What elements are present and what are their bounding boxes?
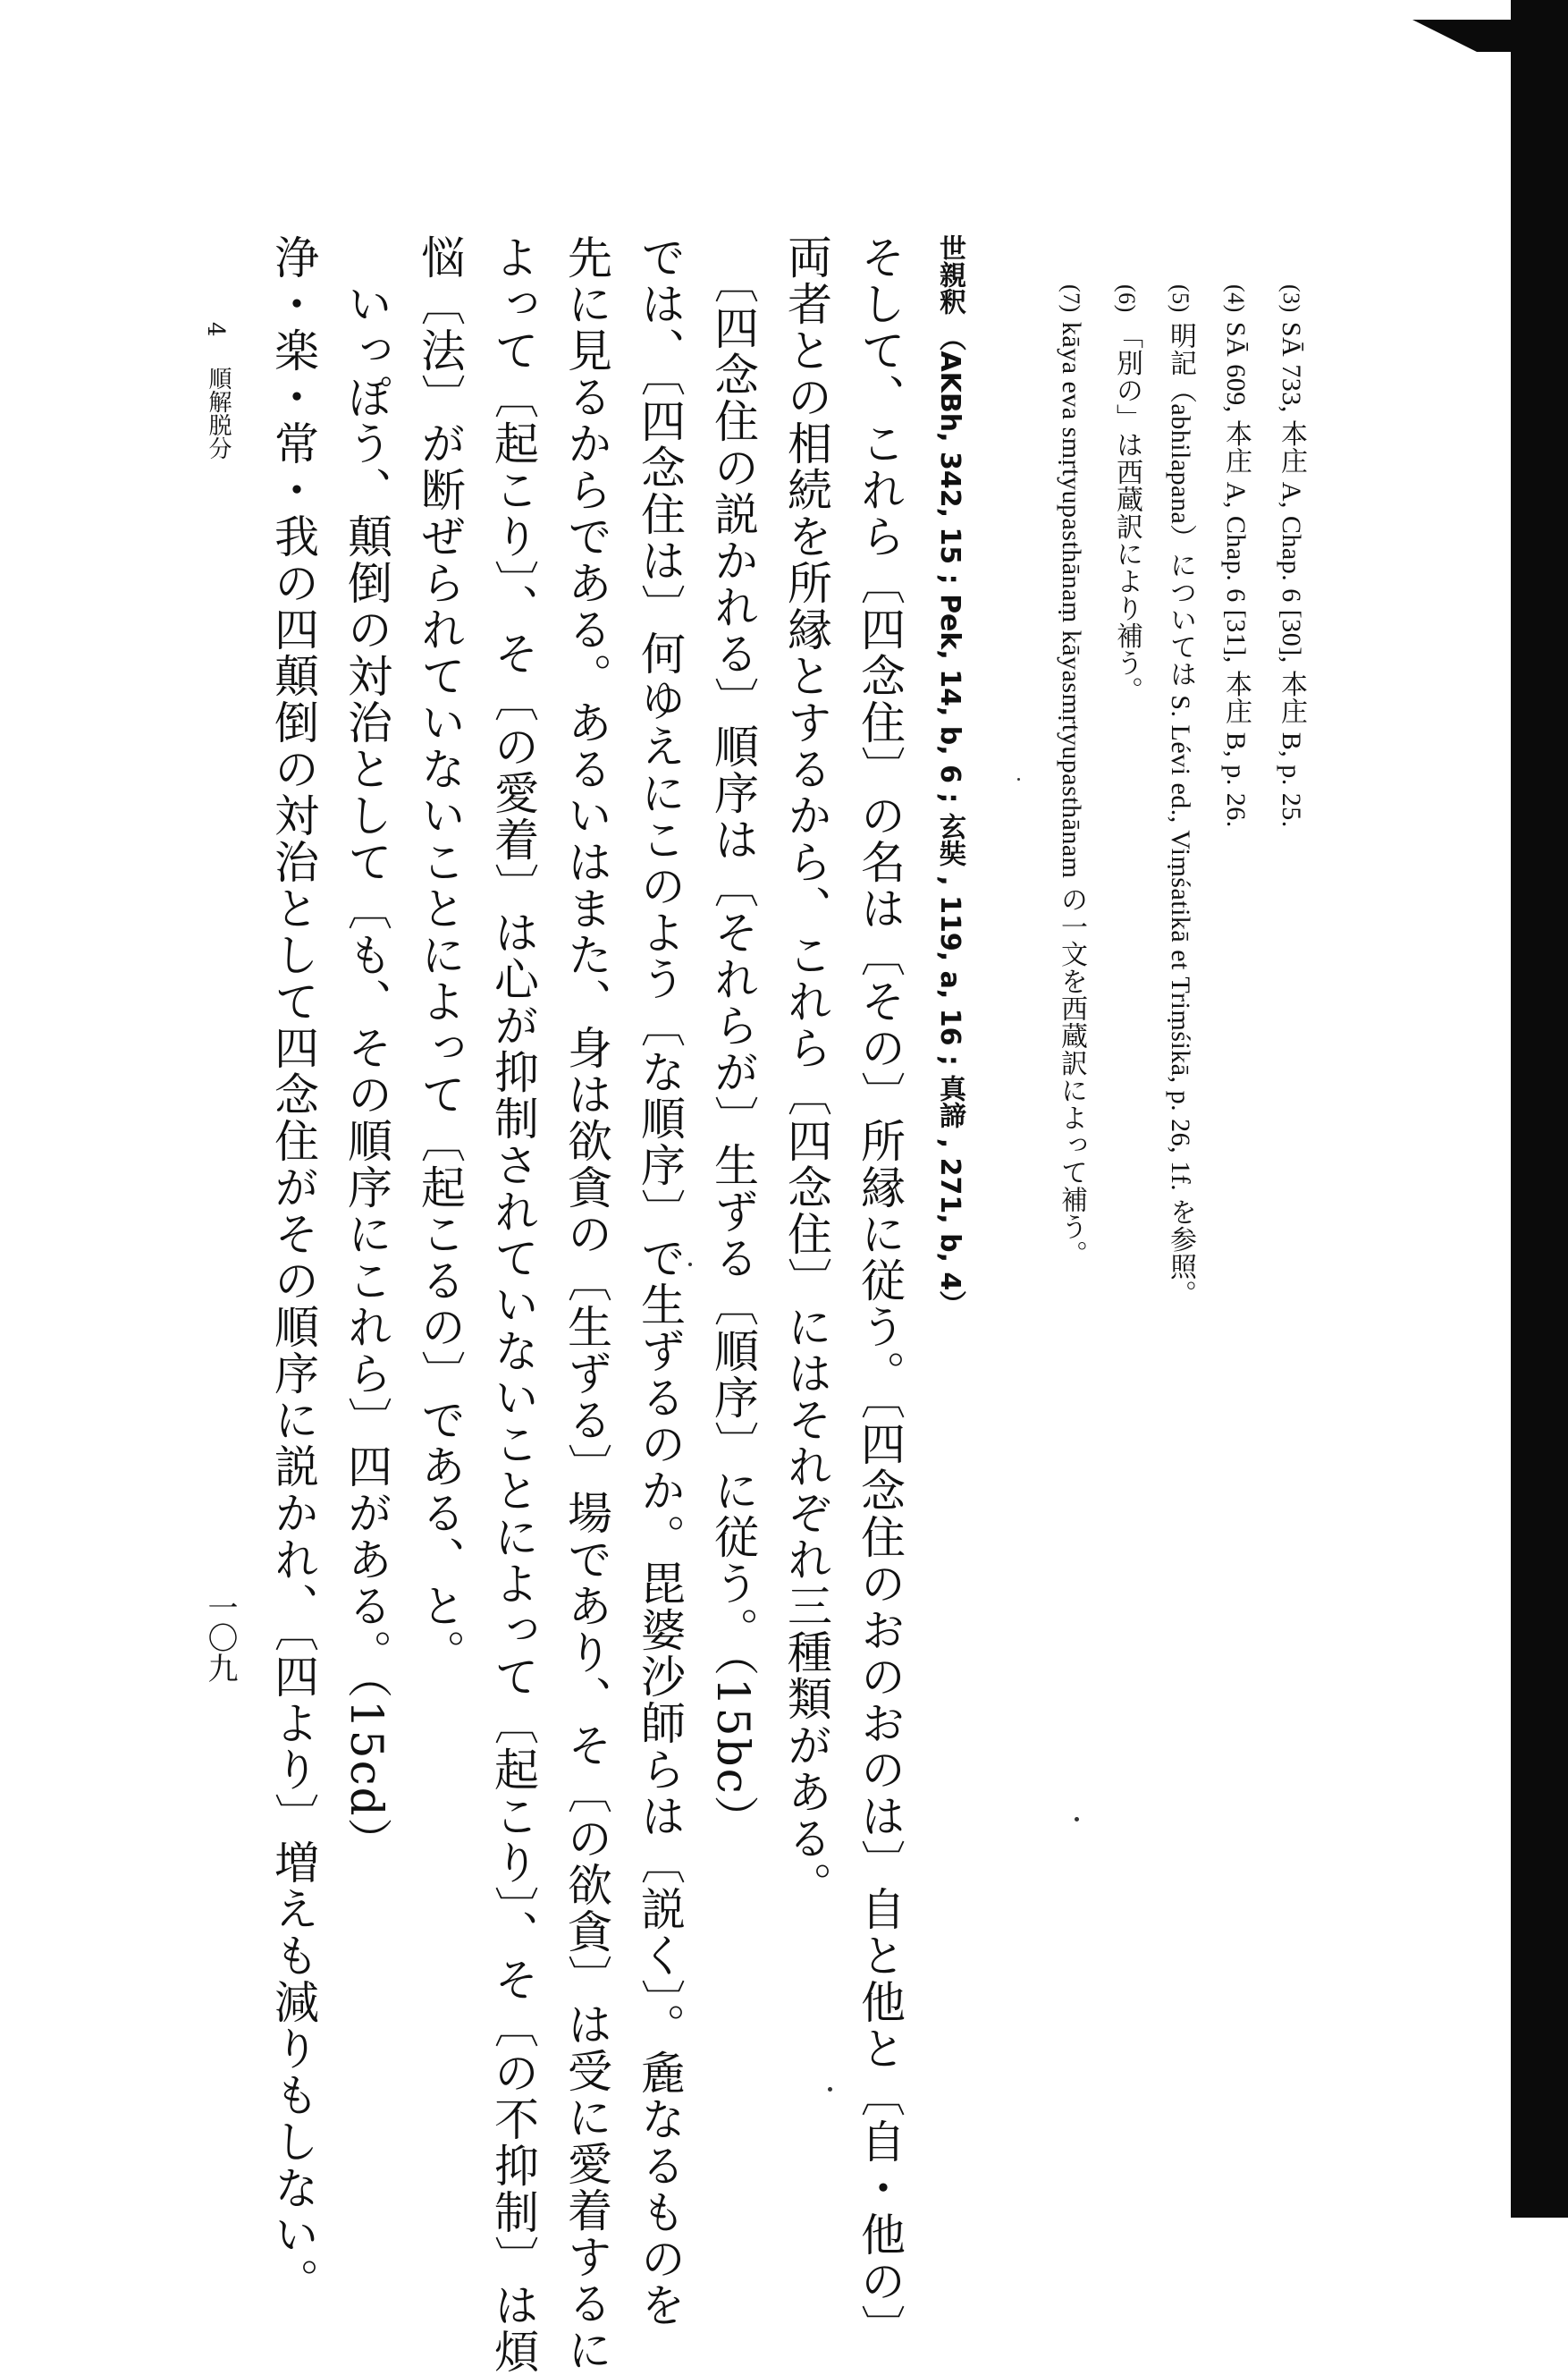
body-line: よって〔起こり〕、そ〔の愛着〕は心が抑制されていないことによって〔起こり〕、そ〔の不抑制〕は煩 xyxy=(487,234,539,2375)
body-line: 先に見るからである。あるいはまた、身は欲貪の〔生ずる〕場であり、そ〔の欲貪〕は受に愛着するに xyxy=(561,234,612,2373)
footnote-number: (4) xyxy=(1223,284,1249,313)
page-number: 一〇九 xyxy=(202,1592,238,1683)
body-line: では、〔四念住は〕何ゆえにこのよう〔な順序〕で生ずるのか。毘婆沙師らは〔説く〕。麁なるものを xyxy=(634,234,686,2329)
scan-speck xyxy=(1017,778,1020,781)
footnote-number: (7) xyxy=(1058,284,1084,313)
running-footer xyxy=(202,322,229,337)
body-line: そして、これら〔四念住〕の名は〔その〕所縁に従う。〔四念住のおのおのは〕自と他と〔自・他の〕 xyxy=(854,234,906,2351)
footer-section-number: 4 xyxy=(202,322,229,337)
footnote-3 xyxy=(1271,284,1311,828)
footnote-number: (6) xyxy=(1114,284,1140,313)
body-line: 悩〔法〕が断ぜられていないことによって〔起こるの〕である、と。 xyxy=(414,234,466,1676)
footnote-text: kāya eva smṛtyupasthānaṃ kāyasmṛtyupasthānam の一文を西蔵訳によって補う。 xyxy=(1057,321,1086,1268)
footnote-6 xyxy=(1107,284,1146,704)
footnote-5 xyxy=(1160,284,1200,1307)
footnote-text: SĀ 609, 本庄 A, Chap. 6 [31], 本庄 B, p. 26. xyxy=(1221,321,1251,828)
running-footer-title xyxy=(202,367,235,460)
page-corner-shadow xyxy=(1412,20,1520,52)
footnote-text: 明記（abhilapana）については S. Lévi ed., Viṃśatikā et Triṃśikā, p. 26, 1f. を参照。 xyxy=(1166,321,1195,1308)
body-line: 両者との相続を所縁とするから、これら〔四念住〕にはそれぞれ三種類がある。 xyxy=(780,234,832,1908)
scan-speck xyxy=(1075,1817,1079,1821)
footnote-text: 「別の」は西蔵訳により補う。 xyxy=(1112,321,1142,704)
scan-speck xyxy=(828,2087,832,2092)
footnote-7 xyxy=(1051,284,1091,1268)
footnote-4 xyxy=(1216,284,1255,828)
footnote-number: (5) xyxy=(1168,284,1193,313)
footer-section-title: 順解脱分 xyxy=(205,367,232,460)
footnote-number: (3) xyxy=(1278,284,1304,313)
body-line: いっぽう、顛倒の対治として〔も、その順序にこれら〕四がある。（15cd） xyxy=(341,234,392,1864)
footnote-text: SĀ 733, 本庄 A, Chap. 6 [30], 本庄 B, p. 25. xyxy=(1277,321,1306,828)
scan-speck xyxy=(688,1263,692,1266)
section-heading: 世親釈 （AKBh, 342, 15 ; Pek, 14, b, 6 ; 玄奘 , 119, a, 16 ; 真諦 , 271, b, 4） xyxy=(934,234,965,1318)
body-line: 〔四念住の説かれる〕順序は〔それらが〕生ずる〔順序〕に従う。（15bc） xyxy=(707,234,759,1842)
body-line: 浄・楽・常・我の四顛倒の対治として四念住がその順序に説かれ、〔四より〕増えも減りもしない。 xyxy=(267,234,319,2304)
page-edge-shadow xyxy=(1511,0,1568,2218)
